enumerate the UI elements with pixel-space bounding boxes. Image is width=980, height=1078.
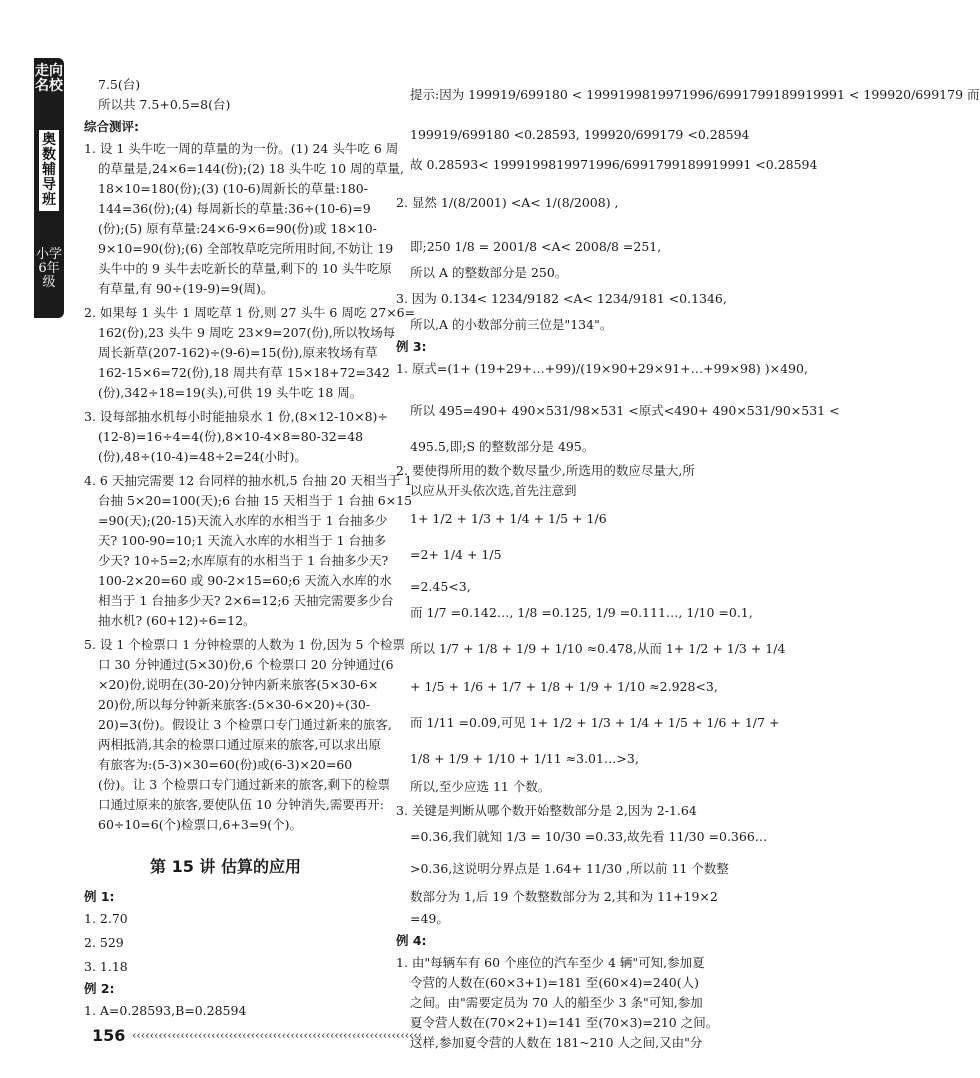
left-text-line: 台抽 5×20=100(天);6 台抽 15 天相当于 1 台抽 6×15 [98, 493, 413, 508]
right-text-line: 这样,参加夏令营的人数在 181~210 人之间,又由"分 [410, 1035, 703, 1050]
right-text-line: =0.36,我们就知 1/3 = 10/30 =0.33,故先看 11/30 =0.366… [410, 829, 768, 844]
right-text-line: 1+ 1/2 + 1/3 + 1/4 + 1/5 + 1/6 [410, 511, 607, 526]
right-text-line: 所以 1/7 + 1/8 + 1/9 + 1/10 ≈0.478,从而 1+ 1/2 + 1/3 + 1/4 [410, 641, 786, 656]
left-text-line: 综合测评: [84, 119, 139, 134]
right-text-line: 所以,至少应选 11 个数。 [410, 779, 551, 794]
left-text-line: (12-8)=16÷4=4(份),8×10-4×8=80-32=48 [98, 429, 364, 444]
right-text-line: 2. 要使得所用的数个数尽量少,所选用的数应尽量大,所 [396, 463, 695, 478]
right-text-line: >0.36,这说明分界点是 1.64+ 11/30 ,所以前 11 个数整 [410, 861, 729, 876]
right-text-line: 而 1/11 =0.0̇9̇,可见 1+ 1/2 + 1/3 + 1/4 + 1/5 + 1/6 + 1/7 + [410, 715, 780, 730]
right-text-line: =2.45<3, [410, 579, 471, 594]
left-text-line: (份)。让 3 个检票口专门通过新来的旅客,剩下的检票 [98, 777, 391, 792]
left-text-line: 相当于 1 台抽多少天? 2×6=12;6 天抽完需要多少台 [98, 593, 394, 608]
left-text-line: (份);(5) 原有草量:24×6-9×6=90(份)或 18×10- [98, 221, 377, 236]
left-text-line: 2. 如果每 1 头牛 1 周吃草 1 份,则 27 头牛 6 周吃 27×6= [84, 305, 416, 320]
right-text-line: + 1/5 + 1/6 + 1/7 + 1/8 + 1/9 + 1/10 ≈2.928<3, [410, 679, 718, 694]
right-text-line: 所以 495=490+ 490×531/98×531 <原式<490+ 490×531/90×531 < [410, 403, 840, 418]
left-text-line: 2. 529 [84, 935, 124, 950]
right-text-line: 199919/699180 <0.28593, 199920/699179 <0.28594 [410, 127, 750, 142]
left-text-line: 20)=3(份)。假设让 3 个检票口专门通过新来的旅客, [98, 717, 392, 732]
left-text-line: 7.5(台) [98, 77, 141, 92]
left-text-line: =90(天);(20-15)天流入水库的水相当于 1 台抽多少 [98, 513, 388, 528]
left-text-line: 的草量是,24×6=144(份);(2) 18 头牛吃 10 周的草量, [98, 161, 404, 176]
right-text-line: 之间。由"需要定员为 70 人的船至少 3 条"可知,参加 [410, 995, 703, 1010]
left-text-line: 4. 6 天抽完需要 12 台同样的抽水机,5 台抽 20 天相当于 1 [84, 473, 413, 488]
right-text-line: 例 4: [396, 933, 427, 948]
right-text-line: =49。 [410, 911, 449, 926]
left-text-line: 口通过原来的旅客,要使队伍 10 分钟消失,需要再开: [98, 797, 385, 812]
section-heading: 第 15 讲 估算的应用 [150, 857, 301, 876]
right-text-line: 495.5,即;S 的整数部分是 495。 [410, 439, 595, 454]
right-text-line: 数部分为 1,后 19 个数整数部分为 2,其和为 11+19×2 [410, 889, 718, 904]
left-text-line: 18×10=180(份);(3) (10-6)周新长的草量:180- [98, 181, 368, 196]
left-text-line: 5. 设 1 个检票口 1 分钟检票的人数为 1 份,因为 5 个检票 [84, 637, 405, 652]
right-text-line: 例 3: [396, 339, 427, 354]
left-text-line: 抽水机? (60+12)÷6=12。 [98, 613, 256, 628]
left-text-line: (份),342÷18=19(头),可供 19 头牛吃 18 周。 [98, 385, 363, 400]
right-text-line: 令营的人数在(60×3+1)=181 至(60×4)=240(人) [410, 975, 699, 990]
right-text-line: 所以,A 的小数部分前三位是"134"。 [410, 317, 613, 332]
left-text-line: 头牛中的 9 头牛去吃新长的草量,剩下的 10 头牛吃原 [98, 261, 392, 276]
left-text-line: 162-15×6=72(份),18 周共有草 15×18+72=342 [98, 365, 390, 380]
page-number: 156 [92, 1026, 126, 1045]
left-text-line: ×20)份,说明在(30-20)分钟内新来旅客(5×30-6× [98, 677, 379, 692]
right-text-line: 1. 原式=(1+ (19+29+…+99)/(19×90+29×91+…+99×98) )×490, [396, 361, 808, 376]
right-text-line: 所以 A 的整数部分是 250。 [410, 265, 568, 280]
right-text-line: 3. 关键是判断从哪个数开始整数部分是 2,因为 2-1.64 [396, 803, 697, 818]
left-text-line: 3. 设每部抽水机每小时能抽泉水 1 份,(8×12-10×8)÷ [84, 409, 388, 424]
left-text-line: 20)份,所以每分钟新来旅客:(5×30-6×20)÷(30- [98, 697, 371, 712]
page-footer [92, 1026, 692, 1048]
right-text-line: 故 0.28593< 1999199819971996/6991799189919991 <0.28594 [410, 157, 818, 172]
left-text-line: 162(份),23 头牛 9 周吃 23×9=207(份),所以牧场每 [98, 325, 396, 340]
left-text-line: 周长新草(207-162)÷(9-6)=15(份),原来牧场有草 [98, 345, 378, 360]
left-text-line: 口 30 分钟通过(5×30)份,6 个检票口 20 分钟通过(6 [98, 657, 394, 672]
left-text-line: (份),48÷(10-4)=48÷2=24(小时)。 [98, 449, 307, 464]
right-text-line: 提示:因为 199919/699180 < 1999199819971996/6991799189919991 < 199920/699179 而 [410, 87, 980, 102]
right-text-line: =2+ 1/4 + 1/5 [410, 547, 502, 562]
left-text-line: 所以共 7.5+0.5=8(台) [98, 97, 231, 112]
right-text-line: 3. 因为 0.134< 1234/9182 <A< 1234/9181 <0.1346, [396, 291, 727, 306]
left-text-line: 有草量,有 90÷(19-9)=9(周)。 [98, 281, 274, 296]
left-text-line: 少天? 10÷5=2;水库原有的水相当于 1 台抽多少天? [98, 553, 389, 568]
left-text-line: 144=36(份);(4) 每周新长的草量:36÷(10-6)=9 [98, 201, 371, 216]
side-tab [34, 58, 64, 318]
left-text-line: 1. 设 1 头牛吃一周的草量的为一份。(1) 24 头牛吃 6 周 [84, 141, 399, 156]
left-text-line: 有旅客为:(5-3)×30=60(份)或(6-3)×20=60 [98, 757, 353, 772]
right-text-line: 夏令营人数在(70×2+1)=141 至(70×3)=210 之间。 [410, 1015, 719, 1030]
left-text-line: 60÷10=6(个)检票口,6+3=9(个)。 [98, 817, 302, 832]
side-tab-series: 奥数辅导班 [39, 130, 59, 211]
left-text-line: 9×10=90(份);(6) 全部牧草吃完所用时间,不妨让 19 [98, 241, 394, 256]
right-text-line: 2. 显然 1/(8/2001) <A< 1/(8/2008) , [396, 195, 619, 210]
left-text-line: 3. 1.18 [84, 959, 128, 974]
left-text-line: 天? 100-90=10;1 天流入水库的水相当于 1 台抽多 [98, 533, 387, 548]
right-text-line: 而 1/7 =0.142…, 1/8 =0.125, 1/9 =0.111…, 1/10 =0.1, [410, 605, 753, 620]
left-text-line: 100-2×20=60 或 90-2×15=60;6 天流入水库的水 [98, 573, 392, 588]
left-text-line: 1. 2.70 [84, 911, 128, 926]
right-text-line: 即;250 1/8 = 2001/8 <A< 2008/8 =251, [410, 239, 662, 254]
left-text-line: 例 2: [84, 981, 115, 996]
side-tab-grade: 小学6年级 [35, 247, 62, 290]
footer-arrow-pattern: ‹‹‹‹‹‹‹‹‹‹‹‹‹‹‹‹‹‹‹‹‹‹‹‹‹‹‹‹‹‹‹‹‹‹‹‹‹‹‹‹‹‹‹‹‹‹‹‹‹‹‹‹‹‹‹‹‹‹‹‹‹‹‹‹‹‹ [132, 1029, 423, 1042]
left-text-line: 1. A=0.28593,B=0.28594 [84, 1003, 247, 1018]
left-text-line: 两相抵消,其余的检票口通过原来的旅客,可以求出原 [98, 737, 381, 752]
side-tab-brand: 走向名校 [35, 63, 63, 94]
right-text-line: 1. 由"每辆车有 60 个座位的汽车至少 4 辆"可知,参加夏 [396, 955, 705, 970]
left-text-line: 例 1: [84, 889, 115, 904]
right-text-line: 以应从开头依次选,首先注意到 [410, 483, 577, 498]
right-text-line: 1/8 + 1/9 + 1/10 + 1/11 ≈3.01…>3, [410, 751, 639, 766]
